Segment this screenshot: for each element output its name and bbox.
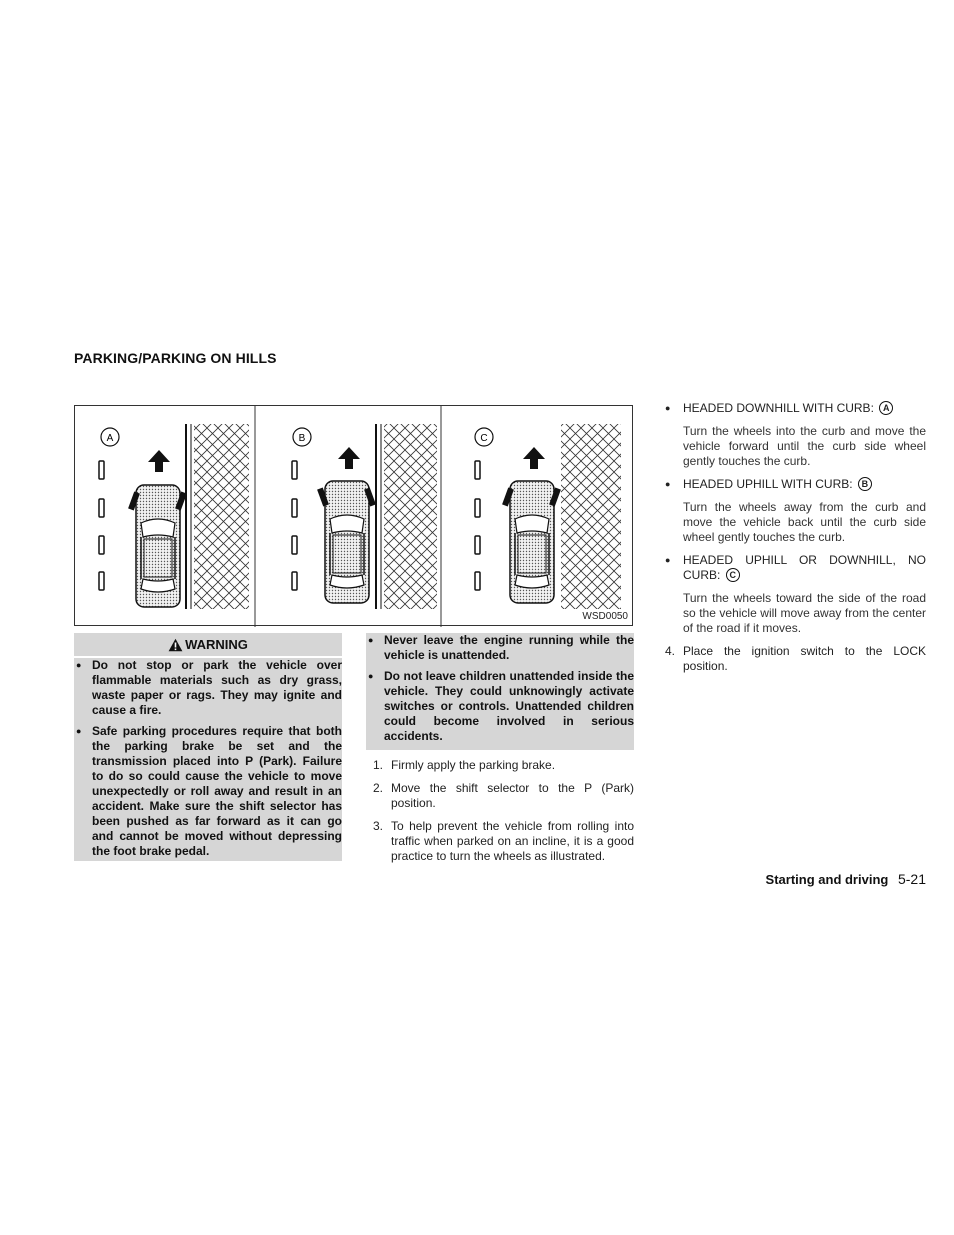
condition-heading: ● HEADED UPHILL WITH CURB: B (663, 477, 926, 492)
warning-item: ● Never leave the engine running while the vehicle is unattended. (366, 633, 634, 663)
marker-a: A (879, 401, 893, 415)
panel-a-label: A (106, 433, 114, 444)
page-footer (766, 871, 926, 887)
condition-heading: ● HEADED UPHILL OR DOWNHILL, NO CURB: C (665, 553, 926, 582)
warning-item: ● Do not leave children unattended inside the vehicle. They could unknowingly activate switches or controls. Unattended children could become involved in serious accidents. (366, 669, 634, 744)
warning-header (74, 633, 342, 658)
panel-a (99, 424, 249, 609)
condition-heading: ● HEADED DOWNHILL WITH CURB: A (663, 401, 926, 416)
warning-list-2 (366, 633, 634, 744)
direction-arrow-icon (148, 450, 170, 472)
parking-diagram (75, 406, 634, 627)
condition-description: Turn the wheels away from the curb and move the vehicle back until the curb side wheel gently touches the curb. (683, 500, 926, 544)
direction-arrow-icon (338, 447, 360, 469)
step-item: 4. Place the ignition switch to the LOCK position. (665, 644, 926, 673)
parking-steps (366, 758, 634, 872)
section-title: PARKING/PARKING ON HILLS (74, 350, 277, 366)
panel-b (292, 424, 437, 609)
marker-c: C (726, 568, 740, 582)
panel-b-label: B (298, 433, 306, 444)
marker-b: B (858, 477, 872, 491)
warning-list-1 (74, 658, 342, 859)
condition-description: Turn the wheels into the curb and move the vehicle forward until the curb side wheel gently touches the curb. (683, 424, 926, 468)
panel-c (475, 424, 621, 609)
car-icon (510, 481, 554, 603)
step-item: 1. Firmly apply the parking brake. (373, 758, 556, 772)
wheel-position-instructions (663, 401, 926, 674)
warning-item: ● Do not stop or park the vehicle over flammable materials such as dry grass, waste paper or rags. They may ignite and cause a fire. (74, 658, 342, 718)
step-item: 3. To help prevent the vehicle from rolling into traffic when parked on an incline, it is a good practice to turn the wheels as illustrated. (373, 819, 634, 863)
step-item: 2. Move the shift selector to the P (Park) position. (373, 781, 634, 810)
condition-description: Turn the wheels toward the side of the road so the vehicle will move away from the center of the road if it moves. (683, 591, 926, 635)
warning-item: ● Safe parking procedures require that both the parking brake be set and the transmission placed into P (Park). Failure to do so could cause the vehicle to move unexpectedly or roll away and result in an accident. Make sure the shift selector has been pushed as far forward as it can go and cannot be moved without depressing the foot brake pedal. (74, 724, 342, 859)
warning-triangle-icon (168, 638, 183, 652)
warning-title: WARNING (185, 636, 248, 652)
direction-arrow-icon (523, 447, 545, 469)
warning-box-continued (366, 633, 634, 750)
warning-box (74, 633, 342, 861)
panel-c-label: C (480, 433, 488, 444)
figure-code: WSD0050 (582, 611, 628, 622)
parking-illustration (74, 405, 633, 626)
page-number: 5-21 (897, 871, 926, 887)
car-icon (325, 481, 369, 603)
footer-section: Starting and driving (765, 872, 889, 887)
car-icon (136, 485, 180, 607)
